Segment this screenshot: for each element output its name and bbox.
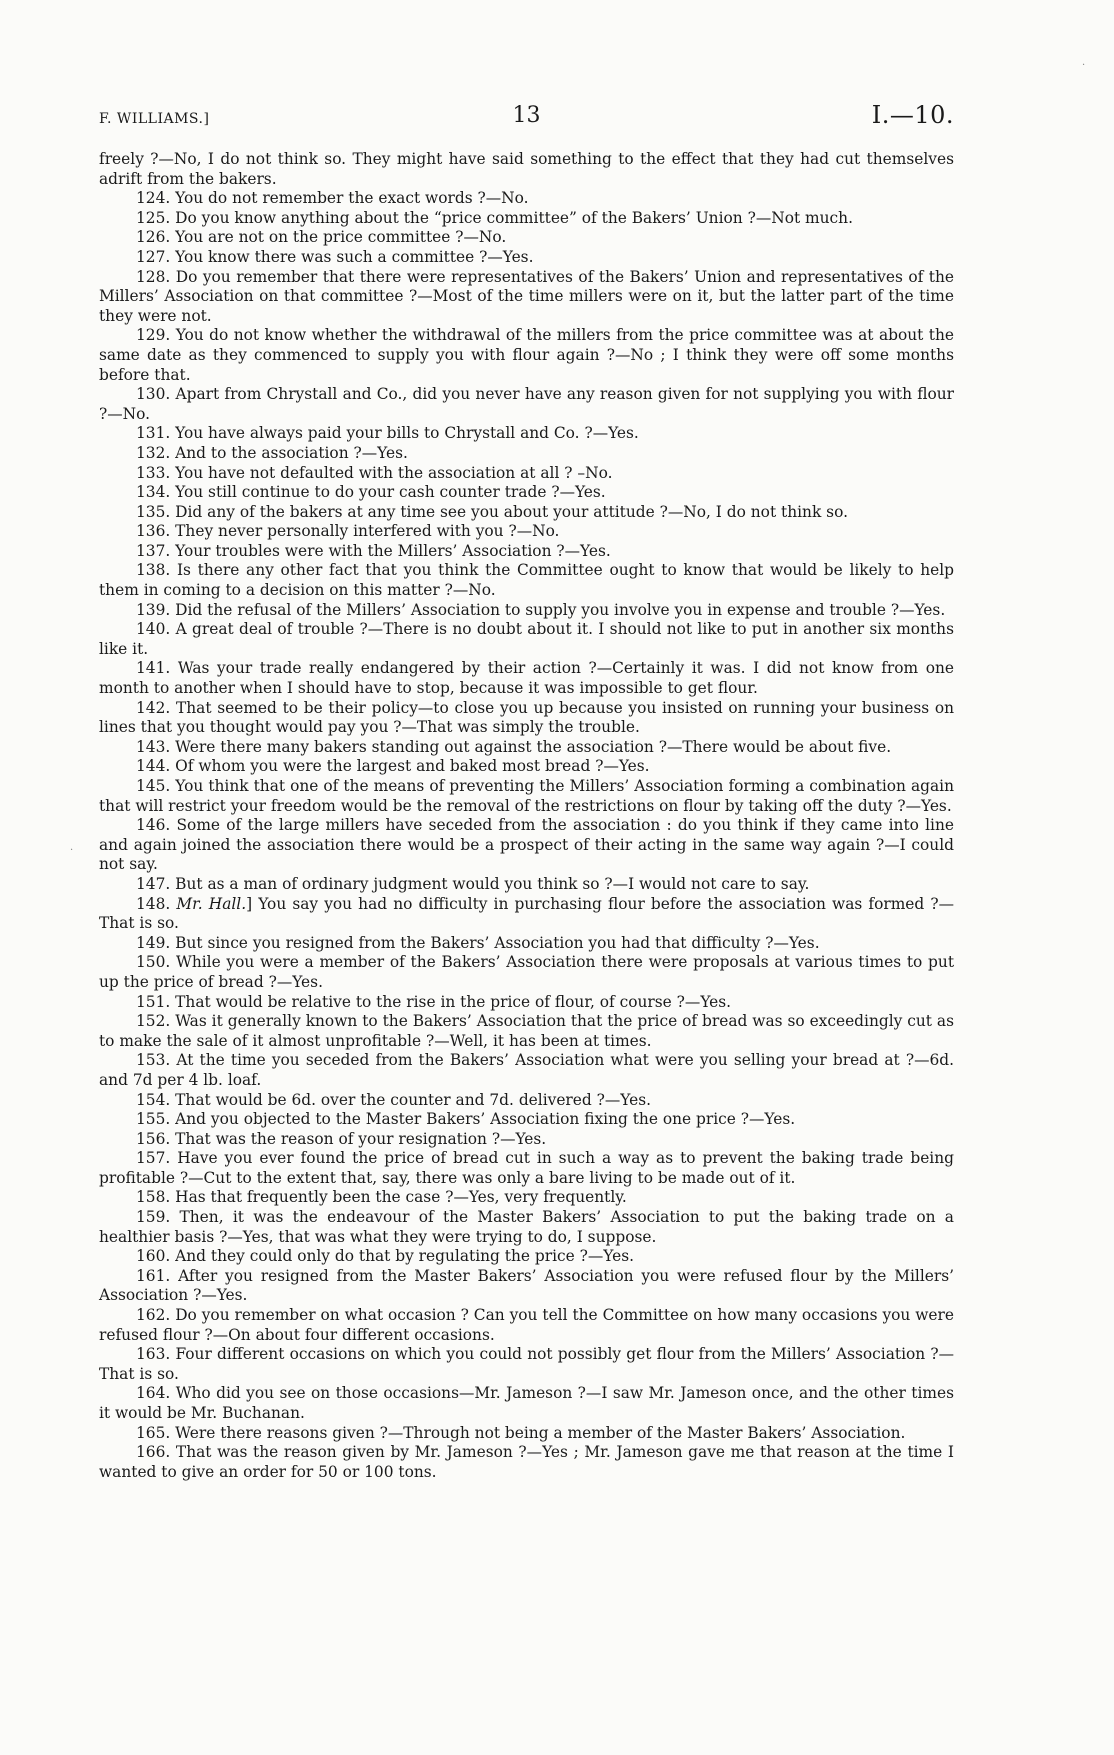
testimony-paragraph: 163. Four different occasions on which you could not possibly get flour from the Millers’ Association ?—That is so. xyxy=(99,1345,954,1383)
page-number: 13 xyxy=(512,103,541,128)
testimony-paragraph: 158. Has that frequently been the case ?—Yes, very frequently. xyxy=(136,1188,627,1207)
testimony-paragraph: 161. After you resigned from the Master Bakers’ Association you were refused flour by the Millers’ Association ?—Yes. xyxy=(99,1266,954,1305)
testimony-paragraph: 162. Do you remember on what occasion ? Can you tell the Committee on how many occasions you were refused flour ?—On about four different occasions. xyxy=(99,1306,954,1344)
testimony-paragraph: 127. You know there was such a committee ?—Yes. xyxy=(136,247,534,266)
testimony-paragraph: 143. Were there many bakers standing out against the association ?—There would be about five. xyxy=(136,737,892,756)
testimony-body xyxy=(99,150,954,1482)
testimony-paragraph: 148. Mr. Hall.] You say you had no difficulty in purchasing flour before the association was formed ?—That is so. xyxy=(99,894,954,933)
testimony-paragraph: 152. Was it generally known to the Bakers’ Association that the price of bread was so exceedingly cut as to make the sale of it almost unprofitable ?—Well, it has been at times. xyxy=(99,1012,954,1050)
testimony-paragraph: 136. They never personally interfered with you ?—No. xyxy=(136,522,560,541)
testimony-paragraph: 142. That seemed to be their policy—to close you up because you insisted on running your business on lines that you thought would pay you ?—That was simply the trouble. xyxy=(99,698,954,737)
testimony-paragraph: 153. At the time you seceded from the Bakers’ Association what were you selling your bread at ?—6d. and 7d per 4 lb. loaf. xyxy=(99,1051,954,1089)
header-witness-name: F. WILLIAMS.] xyxy=(99,111,210,127)
testimony-paragraph: 157. Have you ever found the price of bread cut in such a way as to prevent the baking trade being profitable ?—Cut to the extent that, say, there was only a bare living to be made out of it. xyxy=(99,1149,954,1187)
testimony-paragraph: 140. A great deal of trouble ?—There is no doubt about it. I should not like to put in another six months like it. xyxy=(99,620,954,658)
testimony-paragraph: 131. You have always paid your bills to Chrystall and Co. ?—Yes. xyxy=(136,424,639,443)
testimony-paragraph: 151. That would be relative to the rise in the price of flour, of course ?—Yes. xyxy=(136,992,732,1011)
testimony-paragraph: 130. Apart from Chrystall and Co., did you never have any reason given for not supplying you with flour ?—No. xyxy=(99,385,954,423)
testimony-paragraph: 147. But as a man of ordinary judgment would you think so ?—I would not care to say. xyxy=(136,874,810,893)
testimony-paragraph: 141. Was your trade really endangered by their action ?—Certainly it was. I did not know from one month to another when I should have to stop, because it was impossible to get flour. xyxy=(99,659,954,698)
header-paper-reference: I.—10. xyxy=(871,101,954,129)
testimony-paragraph: 144. Of whom you were the largest and baked most bread ?—Yes. xyxy=(136,757,650,776)
testimony-paragraph: 145. You think that one of the means of preventing the Millers’ Association forming a combination again that will restrict your freedom would be the removal of the restrictions on flour by taking off the duty ?—Yes. xyxy=(99,777,954,815)
testimony-paragraph: 138. Is there any other fact that you think the Committee ought to know that would be likely to help them in coming to a decision on this matter ?—No. xyxy=(99,561,954,600)
testimony-paragraph: 135. Did any of the bakers at any time see you about your attitude ?—No, I do not think so. xyxy=(136,502,848,521)
scan-speck: · xyxy=(70,845,74,856)
testimony-paragraph: 134. You still continue to do your cash counter trade ?—Yes. xyxy=(136,483,606,502)
testimony-paragraph: 137. Your troubles were with the Millers’ Association ?—Yes. xyxy=(136,541,611,560)
testimony-paragraph: 155. And you objected to the Master Bakers’ Association fixing the one price ?—Yes. xyxy=(136,1110,796,1129)
testimony-paragraph: 165. Were there reasons given ?—Through not being a member of the Master Bakers’ Association. xyxy=(136,1423,906,1442)
testimony-paragraph: 160. And they could only do that by regulating the price ?—Yes. xyxy=(136,1247,634,1266)
testimony-paragraph: 159. Then, it was the endeavour of the Master Bakers’ Association to put the baking trade on a healthier basis ?—Yes, that was what they were trying to do, I suppose. xyxy=(99,1208,954,1246)
testimony-paragraph: 133. You have not defaulted with the association at all ? –No. xyxy=(136,463,613,482)
testimony-paragraph: 146. Some of the large millers have seceded from the association : do you think if they came into line and again joined the association there would be a prospect of their acting in the same way again ?—I could not say. xyxy=(99,816,954,874)
testimony-paragraph: 126. You are not on the price committee ?—No. xyxy=(136,228,507,247)
testimony-paragraph: 149. But since you resigned from the Bakers’ Association you had that difficulty ?—Yes. xyxy=(136,933,820,952)
testimony-paragraph: 164. Who did you see on those occasions—Mr. Jameson ?—I saw Mr. Jameson once, and the other times it would be Mr. Buchanan. xyxy=(99,1384,954,1422)
testimony-paragraph: 139. Did the refusal of the Millers’ Association to supply you involve you in expense and trouble ?—Yes. xyxy=(136,600,946,619)
page-header xyxy=(99,101,954,135)
testimony-paragraph: freely ?—No, I do not think so. They might have said something to the effect that they had cut themselves adrift from the bakers. xyxy=(99,150,954,188)
testimony-paragraph: 150. While you were a member of the Bakers’ Association there were proposals at various times to put up the price of bread ?—Yes. xyxy=(99,953,954,991)
scan-speck: · xyxy=(1082,60,1086,71)
testimony-paragraph: 124. You do not remember the exact words ?—No. xyxy=(136,189,529,208)
testimony-paragraph: 154. That would be 6d. over the counter and 7d. delivered ?—Yes. xyxy=(136,1090,651,1109)
testimony-paragraph: 128. Do you remember that there were representatives of the Bakers’ Union and representatives of the Millers’ Association on that committee ?—Most of the time millers were on it, but the latter part of the time they were not. xyxy=(99,267,954,325)
testimony-paragraph: 129. You do not know whether the withdrawal of the millers from the price committee was at about the same date as they commenced to supply you with flour again ?—No ; I think they were off some months before that. xyxy=(99,326,954,384)
testimony-paragraph: 166. That was the reason given by Mr. Jameson ?—Yes ; Mr. Jameson gave me that reason at the time I wanted to give an order for 50 or 100 tons. xyxy=(99,1443,954,1481)
testimony-paragraph: 156. That was the reason of your resignation ?—Yes. xyxy=(136,1129,547,1148)
testimony-paragraph: 125. Do you know anything about the “price committee” of the Bakers’ Union ?—Not much. xyxy=(136,208,853,227)
testimony-paragraph: 132. And to the association ?—Yes. xyxy=(136,443,408,462)
